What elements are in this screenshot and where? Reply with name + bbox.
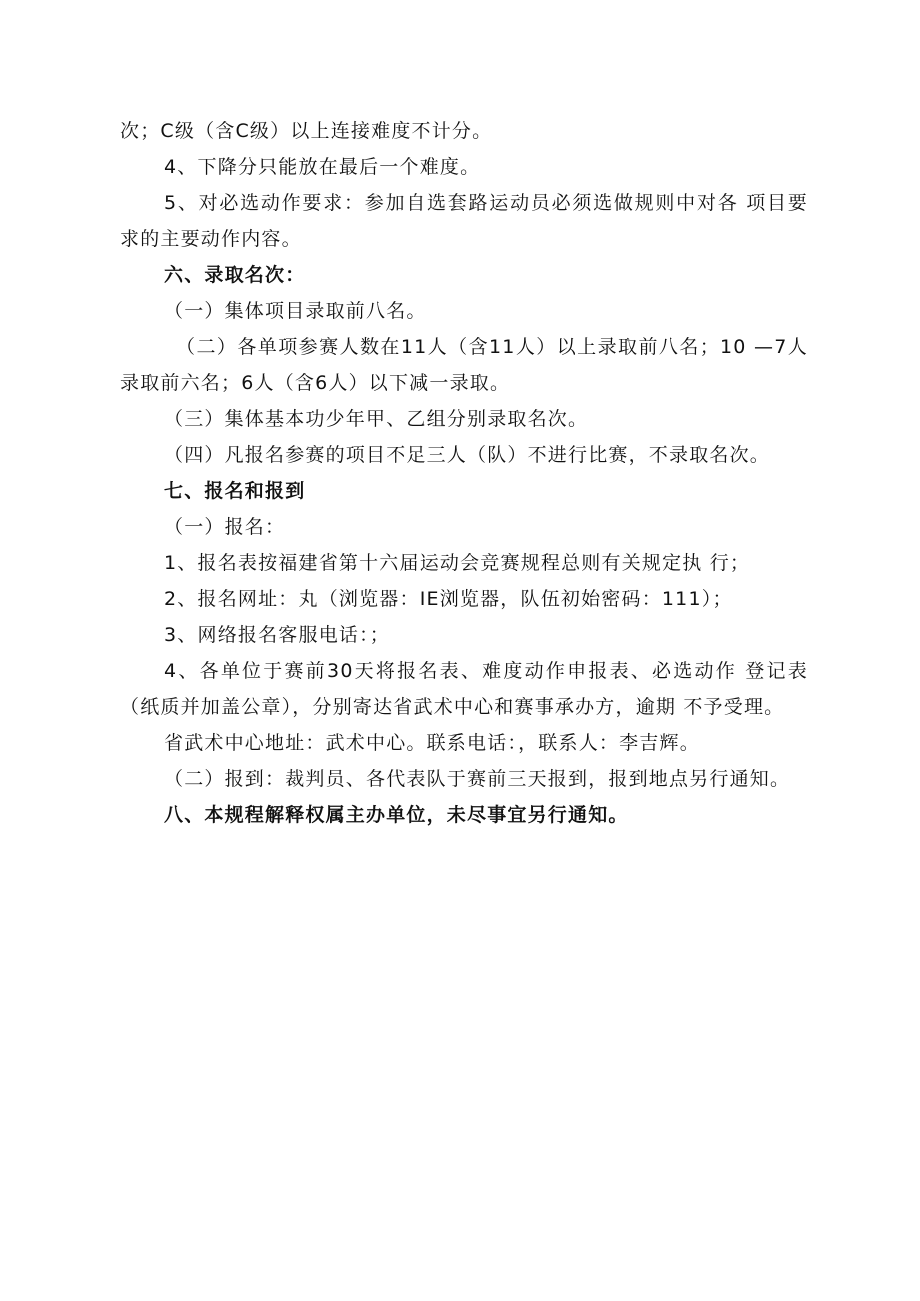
paragraph-7-1: （一）报名： <box>164 516 286 538</box>
document-body <box>120 113 808 833</box>
paragraph-7-1-1: 1、报名表按福建省第十六届运动会竞赛规程总则有关规定执 行； <box>164 552 751 574</box>
paragraph-7-1-2: 2、报名网址：丸（浏览器：IE浏览器，队伍初始密码：111）； <box>164 588 733 610</box>
paragraph-6-3: （三）集体基本功少年甲、乙组分别录取名次。 <box>164 408 589 430</box>
paragraph-6-4: （四）凡报名参赛的项目不足三人（队）不进行比赛，不录取名次。 <box>164 444 771 466</box>
paragraph-6-1: （一）集体项目录取前八名。 <box>164 300 427 322</box>
section-heading-7: 七、报名和报到 <box>164 480 306 502</box>
paragraph-continuation: 次；C级（含C级）以上连接难度不计分。 <box>120 120 493 142</box>
paragraph-rule-4: 4、下降分只能放在最后一个难度。 <box>164 156 481 178</box>
paragraph-7-2: （二）报到：裁判员、各代表队于赛前三天报到，报到地点另行通知。 <box>164 768 791 790</box>
paragraph-address: 省武术中心地址：武术中心。联系电话：，联系人：李吉辉。 <box>164 732 700 754</box>
paragraph-7-1-4: 4、各单位于赛前30天将报名表、难度动作申报表、必选动作 登记表（纸质并加盖公章），分别寄达省武术中心和赛事承办方，逾期 不予受理。 <box>120 660 808 718</box>
section-heading-8: 八、本规程解释权属主办单位，未尽事宜另行通知。 <box>164 804 629 826</box>
paragraph-rule-5: 5、对必选动作要求：参加自选套路运动员必须选做规则中对各 项目要求的主要动作内容。 <box>120 192 808 250</box>
paragraph-7-1-3: 3、网络报名客服电话：； <box>164 624 390 646</box>
paragraph-6-2: （二）各单项参赛人数在11人（含11人）以上录取前八名；10 —7人录取前六名；6人（含6人）以下减一录取。 <box>120 336 808 394</box>
section-heading-6: 六、录取名次： <box>164 264 306 286</box>
